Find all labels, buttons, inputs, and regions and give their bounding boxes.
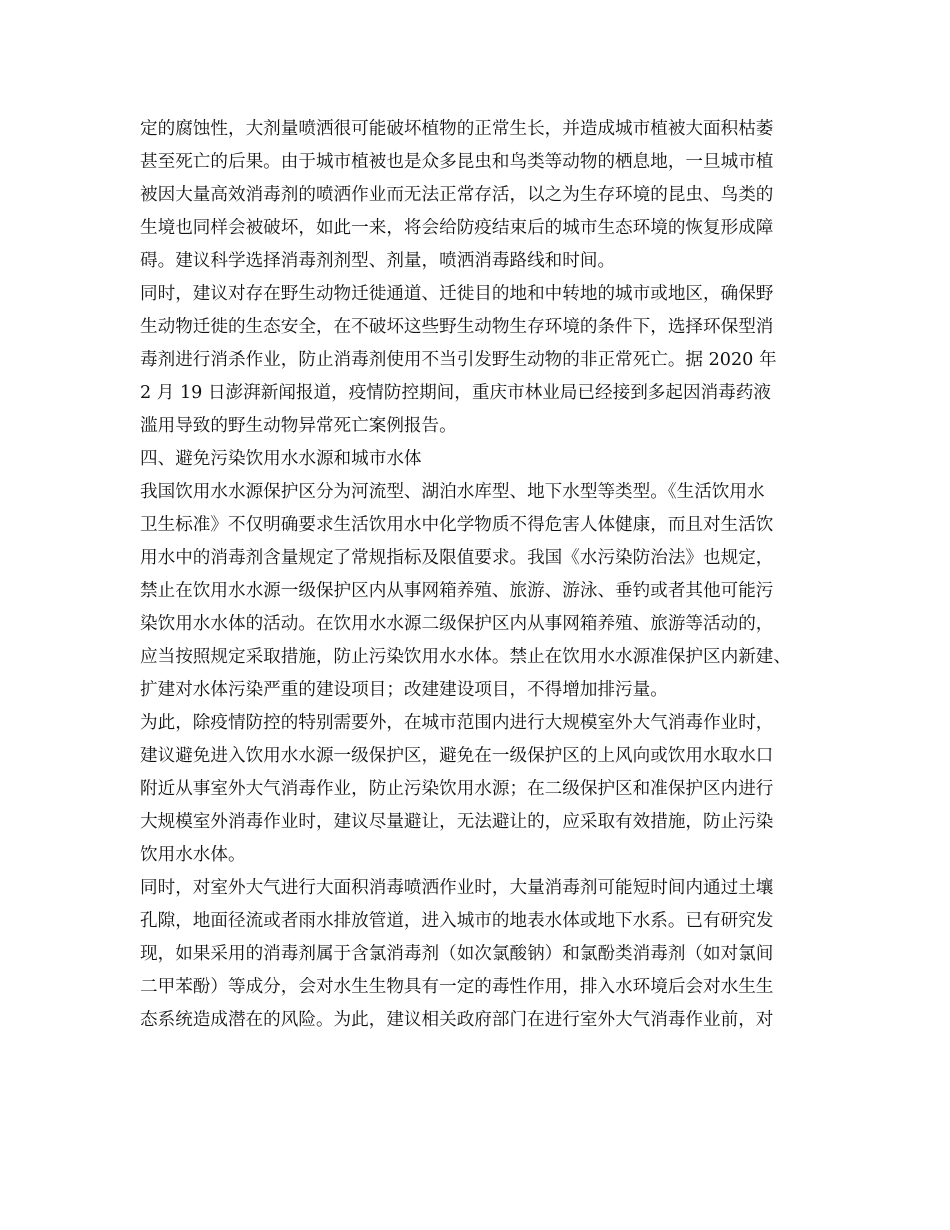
text-line: 卫生标准》不仅明确要求生活饮用水中化学物质不得危害人体健康，而且对生活饮 [140, 515, 774, 535]
text-line: 现，如果采用的消毒剂属于含氯消毒剂（如次氯酸钠）和氯酚类消毒剂（如对氯间 [140, 944, 774, 964]
text-line: 二甲苯酚）等成分，会对水生生物具有一定的毒性作用，排入水环境后会对水生生 [140, 977, 774, 997]
text-line: 同时，对室外大气进行大面积消毒喷洒作业时，大量消毒剂可能短时间内通过土壤 [140, 878, 774, 898]
text-line: 态系统造成潜在的风险。为此，建议相关政府部门在进行室外大气消毒作业前，对 [140, 1010, 774, 1030]
text-line: 定的腐蚀性，大剂量喷洒很可能破坏植物的正常生长，并造成城市植被大面积枯萎 [140, 119, 774, 139]
text-line: 被因大量高效消毒剂的喷洒作业而无法正常存活，以之为生存环境的昆虫、鸟类的 [140, 185, 774, 205]
text-line: 饮用水水体。 [140, 845, 246, 865]
text-line: 大规模室外消毒作业时，建议尽量避让，无法避让的，应采取有效措施，防止污染 [140, 812, 774, 832]
text-line: 生动物迁徙的生态安全，在不破坏这些野生动物生存环境的条件下，选择环保型消 [140, 317, 774, 337]
text-line: 为此，除疫情防控的特别需要外，在城市范围内进行大规模室外大气消毒作业时， [140, 713, 774, 733]
text-line: 禁止在饮用水水源一级保护区内从事网箱养殖、旅游、游泳、垂钓或者其他可能污 [140, 581, 774, 601]
text-line: 用水中的消毒剂含量规定了常规指标及限值要求。我国《水污染防治法》也规定， [140, 548, 774, 568]
text-line: 扩建对水体污染严重的建设项目；改建建设项目，不得增加排污量。 [140, 680, 668, 700]
text-line: 附近从事室外大气消毒作业，防止污染饮用水源；在二级保护区和准保护区内进行 [140, 779, 774, 799]
text-line: 建议避免进入饮用水水源一级保护区，避免在一级保护区的上风向或饮用水取水口 [140, 746, 774, 766]
text-line: 生境也同样会被破坏，如此一来，将会给防疫结束后的城市生态环境的恢复形成障 [140, 218, 774, 238]
text-line: 碍。建议科学选择消毒剂剂型、剂量，喷洒消毒路线和时间。 [140, 251, 616, 271]
text-line: 滥用导致的野生动物异常死亡案例报告。 [140, 416, 457, 436]
text-line: 孔隙，地面径流或者雨水排放管道，进入城市的地表水体或地下水系。已有研究发 [140, 911, 774, 931]
text-line: 我国饮用水水源保护区分为河流型、湖泊水库型、地下水型等类型。《生活饮用水 [140, 482, 765, 502]
text-line: 2 月 19 日澎湃新闻报道，疫情防控期间，重庆市林业局已经接到多起因消毒药液 [140, 383, 771, 403]
text-line: 同时，建议对存在野生动物迁徙通道、迁徙目的地和中转地的城市或地区，确保野 [140, 284, 774, 304]
text-line: 毒剂进行消杀作业，防止消毒剂使用不当引发野生动物的非正常死亡。据 2020 年 [140, 350, 777, 370]
text-line: 应当按照规定采取措施，防止污染饮用水水体。禁止在饮用水水源准保护区内新建、 [140, 647, 791, 667]
text-line: 染饮用水水体的活动。在饮用水水源二级保护区内从事网箱养殖、旅游等活动的， [140, 614, 774, 634]
document-body [140, 113, 830, 1037]
text-line: 甚至死亡的后果。由于城市植被也是众多昆虫和鸟类等动物的栖息地，一旦城市植 [140, 152, 774, 172]
section-heading: 四、避免污染饮用水水源和城市水体 [140, 449, 422, 469]
